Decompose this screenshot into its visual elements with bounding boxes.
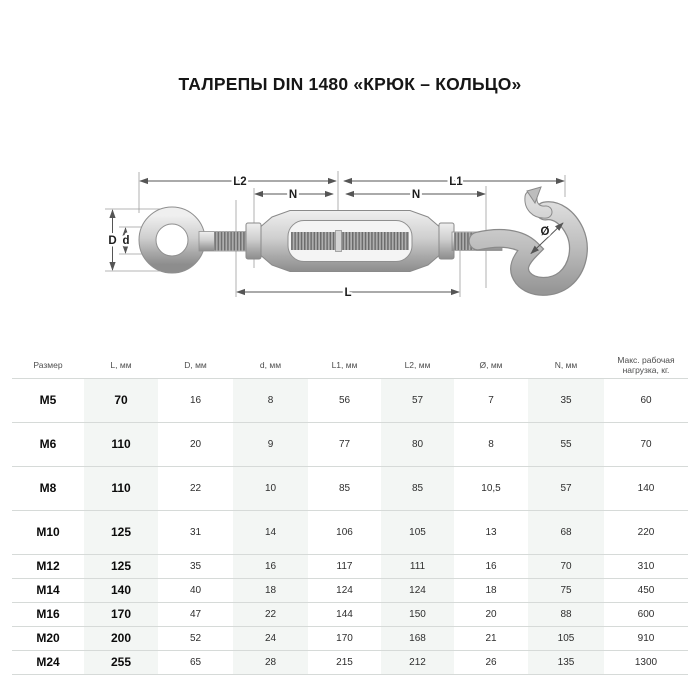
cell-size: M12 bbox=[12, 554, 84, 578]
cell-size: M14 bbox=[12, 578, 84, 602]
column-header-n: N, мм bbox=[528, 352, 604, 378]
cell-l1: 170 bbox=[308, 626, 381, 650]
cell-l2: 80 bbox=[381, 422, 454, 466]
cell-max-load: 60 bbox=[604, 378, 688, 422]
cell-l1: 215 bbox=[308, 650, 381, 674]
cell-diameter: 18 bbox=[454, 578, 528, 602]
column-header-max-load: Макс. рабочая нагрузка, кг. bbox=[604, 352, 688, 378]
table-row-m14 bbox=[12, 578, 688, 602]
cell-max-load: 450 bbox=[604, 578, 688, 602]
cell-l2: 212 bbox=[381, 650, 454, 674]
cell-d-inner: 14 bbox=[233, 510, 308, 554]
cell-l1: 56 bbox=[308, 378, 381, 422]
table-row-m24 bbox=[12, 650, 688, 674]
cell-d-outer: 20 bbox=[158, 422, 233, 466]
cell-l: 200 bbox=[84, 626, 158, 650]
cell-l2: 168 bbox=[381, 626, 454, 650]
eye-ring bbox=[139, 207, 205, 273]
cell-max-load: 600 bbox=[604, 602, 688, 626]
column-header-d-inner: d, мм bbox=[233, 352, 308, 378]
cell-n: 35 bbox=[528, 378, 604, 422]
cell-d-inner: 10 bbox=[233, 466, 308, 510]
cell-size: M20 bbox=[12, 626, 84, 650]
cell-n: 75 bbox=[528, 578, 604, 602]
cell-l: 125 bbox=[84, 554, 158, 578]
cell-l: 125 bbox=[84, 510, 158, 554]
cell-n: 68 bbox=[528, 510, 604, 554]
cell-d-inner: 22 bbox=[233, 602, 308, 626]
column-header-diameter: Ø, мм bbox=[454, 352, 528, 378]
dim-label-l1: L1 bbox=[449, 176, 463, 188]
cell-d-inner: 24 bbox=[233, 626, 308, 650]
cell-d-outer: 52 bbox=[158, 626, 233, 650]
cell-l2: 111 bbox=[381, 554, 454, 578]
cell-l2: 85 bbox=[381, 466, 454, 510]
cell-d-outer: 31 bbox=[158, 510, 233, 554]
cell-max-load: 70 bbox=[604, 422, 688, 466]
cell-n: 135 bbox=[528, 650, 604, 674]
dim-label-n-right: N bbox=[411, 189, 421, 201]
column-header-d-outer: D, мм bbox=[158, 352, 233, 378]
cell-size: M24 bbox=[12, 650, 84, 674]
cell-d-inner: 28 bbox=[233, 650, 308, 674]
cell-l1: 117 bbox=[308, 554, 381, 578]
cell-l: 170 bbox=[84, 602, 158, 626]
cell-d-outer: 35 bbox=[158, 554, 233, 578]
cell-d-inner: 18 bbox=[233, 578, 308, 602]
cell-l2: 124 bbox=[381, 578, 454, 602]
dim-label-l: L bbox=[344, 287, 352, 299]
column-header-size: Размер bbox=[12, 352, 84, 378]
cell-size: M6 bbox=[12, 422, 84, 466]
cell-diameter: 7 bbox=[454, 378, 528, 422]
page-title: ТАЛРЕПЫ DIN 1480 «КРЮК – КОЛЬЦО» bbox=[178, 74, 522, 94]
turnbuckle-body bbox=[246, 211, 454, 272]
cell-size: M8 bbox=[12, 466, 84, 510]
cell-l: 140 bbox=[84, 578, 158, 602]
cell-l: 255 bbox=[84, 650, 158, 674]
cell-size: M16 bbox=[12, 602, 84, 626]
table-row-m5 bbox=[12, 378, 688, 422]
dim-label-d-outer: D bbox=[108, 235, 117, 247]
table-row-m6 bbox=[12, 422, 688, 466]
cell-l1: 85 bbox=[308, 466, 381, 510]
cell-d-outer: 65 bbox=[158, 650, 233, 674]
cell-diameter: 13 bbox=[454, 510, 528, 554]
cell-max-load: 220 bbox=[604, 510, 688, 554]
cell-l: 110 bbox=[84, 422, 158, 466]
cell-max-load: 910 bbox=[604, 626, 688, 650]
cell-l2: 57 bbox=[381, 378, 454, 422]
cell-d-inner: 8 bbox=[233, 378, 308, 422]
cell-diameter: 10,5 bbox=[454, 466, 528, 510]
column-header-l2: L2, мм bbox=[381, 352, 454, 378]
cell-l: 110 bbox=[84, 466, 158, 510]
cell-d-inner: 9 bbox=[233, 422, 308, 466]
cell-l2: 105 bbox=[381, 510, 454, 554]
cell-n: 105 bbox=[528, 626, 604, 650]
dim-label-n-left: N bbox=[288, 189, 298, 201]
cell-max-load: 1300 bbox=[604, 650, 688, 674]
cell-n: 70 bbox=[528, 554, 604, 578]
spec-table-container bbox=[12, 352, 688, 675]
cell-max-load: 310 bbox=[604, 554, 688, 578]
cell-n: 88 bbox=[528, 602, 604, 626]
dim-label-l2: L2 bbox=[233, 176, 247, 188]
table-row-m16 bbox=[12, 602, 688, 626]
cell-l1: 124 bbox=[308, 578, 381, 602]
cell-diameter: 20 bbox=[454, 602, 528, 626]
cell-d-outer: 16 bbox=[158, 378, 233, 422]
cell-l: 70 bbox=[84, 378, 158, 422]
cell-l1: 77 bbox=[308, 422, 381, 466]
cell-size: M10 bbox=[12, 510, 84, 554]
header-row bbox=[12, 352, 688, 378]
spec-table bbox=[12, 352, 688, 675]
column-header-l1: L1, мм bbox=[308, 352, 381, 378]
cell-diameter: 26 bbox=[454, 650, 528, 674]
turnbuckle-diagram bbox=[0, 150, 700, 300]
cell-d-outer: 47 bbox=[158, 602, 233, 626]
cell-d-outer: 40 bbox=[158, 578, 233, 602]
table-row-m12 bbox=[12, 554, 688, 578]
dim-label-d-inner: d bbox=[122, 235, 130, 247]
cell-size: M5 bbox=[12, 378, 84, 422]
cell-diameter: 8 bbox=[454, 422, 528, 466]
cell-max-load: 140 bbox=[604, 466, 688, 510]
cell-n: 55 bbox=[528, 422, 604, 466]
cell-l2: 150 bbox=[381, 602, 454, 626]
table-row-m8 bbox=[12, 466, 688, 510]
cell-diameter: 16 bbox=[454, 554, 528, 578]
cell-d-inner: 16 bbox=[233, 554, 308, 578]
cell-l1: 144 bbox=[308, 602, 381, 626]
cell-l1: 106 bbox=[308, 510, 381, 554]
hook bbox=[478, 187, 578, 286]
column-header-l: L, мм bbox=[84, 352, 158, 378]
cell-diameter: 21 bbox=[454, 626, 528, 650]
dim-label-diameter: Ø bbox=[540, 226, 550, 238]
table-row-m20 bbox=[12, 626, 688, 650]
cell-d-outer: 22 bbox=[158, 466, 233, 510]
cell-n: 57 bbox=[528, 466, 604, 510]
table-row-m10 bbox=[12, 510, 688, 554]
